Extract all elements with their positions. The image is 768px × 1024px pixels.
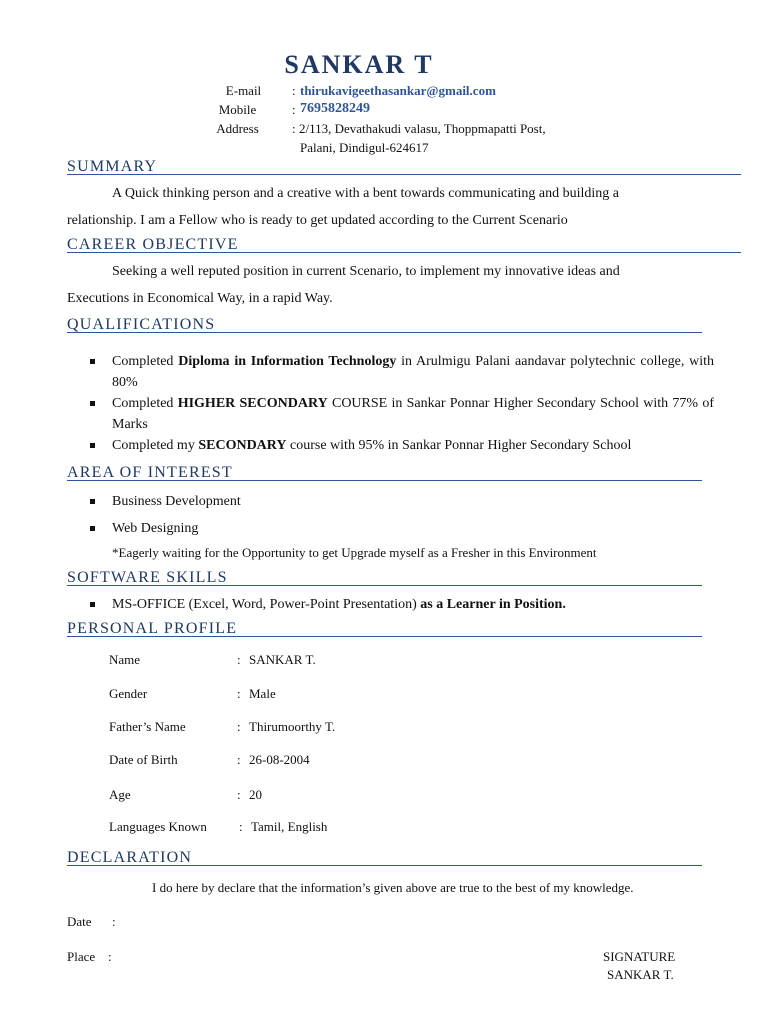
summary-line-1: A Quick thinking person and a creative with a bent towards communicating and building a — [112, 186, 619, 201]
objective-text — [67, 258, 717, 312]
list-item: Web Designing — [88, 515, 714, 542]
declaration-rule — [67, 865, 702, 866]
profile-colon: : — [239, 819, 243, 834]
profile-label-languages: Languages Known — [109, 819, 207, 834]
profile-value-name: SANKAR T. — [249, 652, 316, 667]
declaration-heading: DECLARATION — [67, 849, 193, 866]
list-item: Completed Diploma in Information Technology in Arulmigu Palani aandavar polytechnic college, with 80% — [88, 351, 714, 393]
list-item: Completed my SECONDARY course with 95% in Sankar Ponnar Higher Secondary School — [88, 435, 714, 456]
profile-rule — [67, 636, 702, 637]
date-colon: : — [112, 914, 116, 929]
profile-colon: : — [237, 787, 241, 802]
email-colon: : — [292, 83, 296, 98]
software-rule — [67, 585, 702, 586]
list-item: Completed HIGHER SECONDARY COURSE in Sankar Ponnar Higher Secondary School with 77% of Marks — [88, 393, 714, 435]
place-colon: : — [108, 949, 112, 964]
address-colon: : — [292, 121, 296, 136]
profile-label-name: Name — [109, 652, 141, 667]
software-heading: SOFTWARE SKILLS — [67, 569, 228, 586]
profile-colon: : — [237, 686, 241, 701]
qualifications-heading: QUALIFICATIONS — [67, 316, 216, 333]
address-line-2: Palani, Dindigul-624617 — [300, 140, 429, 155]
objective-line-2: Executions in Economical Way, in a rapid Way. — [67, 291, 333, 306]
qualifications-list — [88, 351, 714, 456]
signature-label: SIGNATURE — [603, 949, 676, 964]
objective-line-1: Seeking a well reputed position in current Scenario, to implement my innovative ideas and — [112, 264, 620, 279]
mobile-label: Mobile — [218, 102, 257, 117]
candidate-name: SANKAR T — [284, 50, 434, 79]
bullet-icon — [90, 526, 95, 531]
signature-name: SANKAR T. — [607, 967, 674, 982]
interest-list — [88, 488, 714, 542]
profile-colon: : — [237, 719, 241, 734]
bullet-icon — [90, 443, 95, 448]
interest-heading: AREA OF INTEREST — [67, 464, 233, 481]
bullet-icon — [90, 359, 95, 364]
summary-text — [67, 180, 717, 234]
profile-value-languages: Tamil, English — [251, 819, 328, 834]
email-label: E-mail — [225, 83, 262, 98]
email-link[interactable]: thirukavigeethasankar@gmail.com — [300, 83, 496, 98]
bullet-icon — [90, 602, 95, 607]
profile-label-age: Age — [109, 787, 131, 802]
summary-heading: SUMMARY — [67, 158, 158, 175]
summary-line-2: relationship. I am a Fellow who is ready to get updated according to the Current Scenario — [67, 213, 568, 228]
date-label: Date — [67, 914, 92, 929]
profile-label-gender: Gender — [109, 686, 148, 701]
qualifications-rule — [67, 332, 702, 333]
objective-heading: CAREER OBJECTIVE — [67, 236, 239, 253]
place-label: Place — [67, 949, 96, 964]
profile-label-father: Father’s Name — [109, 719, 186, 734]
address-label: Address — [216, 121, 259, 136]
profile-label-dob: Date of Birth — [109, 752, 178, 767]
list-item: Business Development — [88, 488, 714, 515]
profile-value-gender: Male — [249, 686, 276, 701]
address-line-1: 2/113, Devathakudi valasu, Thoppmapatti Post, — [299, 121, 546, 136]
mobile-colon: : — [292, 102, 296, 117]
profile-colon: : — [237, 752, 241, 767]
profile-colon: : — [237, 652, 241, 667]
bullet-icon — [90, 499, 95, 504]
profile-heading: PERSONAL PROFILE — [67, 620, 238, 637]
list-item: MS-OFFICE (Excel, Word, Power-Point Presentation) as a Learner in Position. — [88, 594, 714, 615]
profile-value-dob: 26-08-2004 — [249, 752, 310, 767]
interest-rule — [67, 480, 702, 481]
profile-value-father: Thirumoorthy T. — [249, 719, 336, 734]
interest-note: *Eagerly waiting for the Opportunity to get Upgrade myself as a Fresher in this Environment — [112, 545, 597, 560]
profile-value-age: 20 — [249, 787, 262, 802]
objective-rule — [67, 252, 741, 253]
summary-rule — [67, 174, 741, 175]
software-list — [88, 594, 714, 615]
mobile-link[interactable]: 7695828249 — [300, 101, 370, 116]
bullet-icon — [90, 401, 95, 406]
declaration-text: I do here by declare that the information’s given above are true to the best of my knowledge. — [152, 880, 634, 895]
